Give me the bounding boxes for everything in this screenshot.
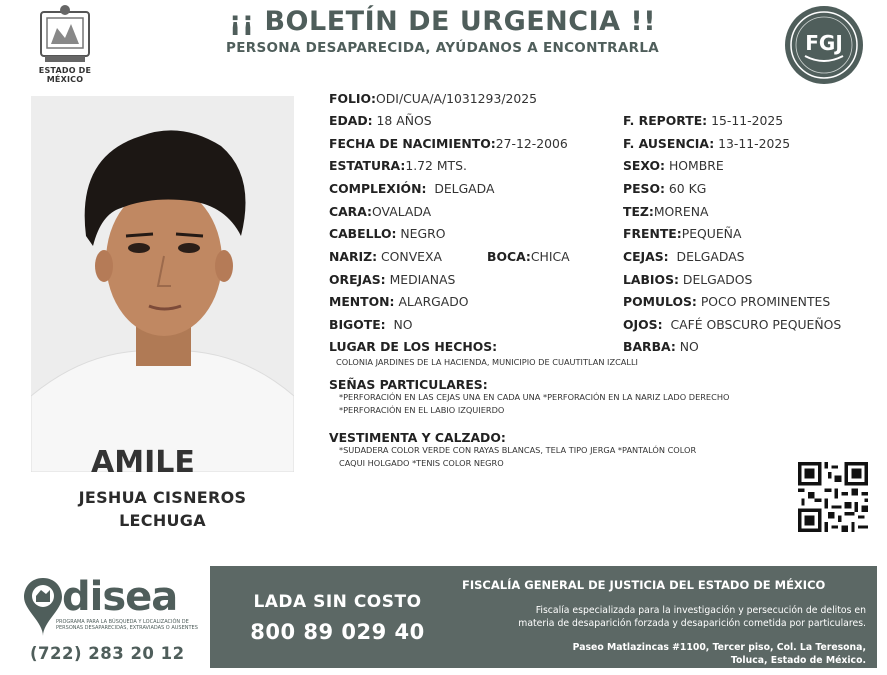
field-folio: FOLIO:ODI/CUA/A/1031293/2025 [329,91,538,106]
field-nariz: NARIZ: CONVEXA [329,249,442,264]
bulletin-title: ¡¡ BOLETÍN DE URGENCIA !! [228,6,657,37]
person-name [31,486,294,532]
edomex-shield-icon [37,4,93,64]
odisea-phone[interactable]: (722) 283 20 12 [30,644,185,663]
field-frente: FRENTE:PEQUEÑA [623,226,742,241]
field-sexo: SEXO: HOMBRE [623,158,724,173]
lada-label: LADA SIN COSTO [253,592,422,612]
field-senas-line2: *PERFORACIÓN EN EL LABIO IZQUIERDO [339,405,505,415]
field-lugar-label: LUGAR DE LOS HECHOS: [329,339,498,354]
person-name-line2: LECHUGA [119,511,206,530]
field-fecha-nacimiento: FECHA DE NACIMIENTO:27-12-2006 [329,136,568,151]
field-pomulos: POMULOS: POCO PROMINENTES [623,294,831,309]
fiscalia-address [458,641,866,667]
field-senas-label: SEÑAS PARTICULARES: [329,377,488,392]
field-senas-line1: *PERFORACIÓN EN LAS CEJAS UNA EN CADA UNA *PERFORACIÓN EN LA NARIZ LADO DERECHO [339,392,730,402]
address-line2: Toluca, Estado de México. [730,655,866,666]
field-vestimenta-line2: CAQUI HOLGADO *TENIS COLOR NEGRO [339,458,504,468]
fiscalia-title: FISCALÍA GENERAL DE JUSTICIA DEL ESTADO DE MÉXICO [462,578,826,592]
field-boca: BOCA:CHICA [487,249,570,264]
field-f-reporte: F. REPORTE: 15-11-2025 [623,113,784,128]
odisea-wordmark: disea [62,574,178,620]
address-line1: Paseo Matlazincas #1100, Tercer piso, Col. La Teresona, [572,642,866,653]
qr-code[interactable] [798,462,868,532]
field-edad: EDAD: 18 AÑOS [329,113,432,128]
fgj-seal-icon [783,4,865,86]
field-cejas: CEJAS: DELGADAS [623,249,745,264]
lada-number[interactable]: 800 89 029 40 [250,620,425,644]
field-f-ausencia: F. AUSENCIA: 13-11-2025 [623,136,791,151]
state-label: ESTADO DE MÉXICO [38,66,92,84]
fgj-logo [783,4,865,86]
field-peso: PESO: 60 KG [623,181,707,196]
field-lugar-value: COLONIA JARDINES DE LA HACIENDA, MUNICIPIO DE CUAUTITLAN IZCALLI [336,357,638,367]
field-estatura: ESTATURA:1.72 MTS. [329,158,467,173]
field-vestimenta-label: VESTIMENTA Y CALZADO: [329,430,506,445]
fiscalia-desc-line1: Fiscalía especializada para la investigación y persecución de delitos en [535,605,866,616]
field-vestimenta-line1: *SUDADERA COLOR VERDE CON RAYAS BLANCAS, TELA TIPO JERGA *PANTALÓN COLOR [339,445,697,455]
field-labios: LABIOS: DELGADOS [623,272,753,287]
fiscalia-desc-line2: materia de desaparición forzada y desaparición cometida por particulares. [518,618,866,629]
field-orejas: OREJAS: MEDIANAS [329,272,456,287]
person-photo [31,96,294,472]
fiscalia-description [458,604,866,630]
field-bigote: BIGOTE: NO [329,317,413,332]
field-ojos: OJOS: CAFÉ OBSCURO PEQUEÑOS [623,317,842,332]
odisea-logo [18,576,203,666]
fgj-text: FGJ [805,31,843,55]
field-cara: CARA:OVALADA [329,204,432,219]
estado-de-mexico-logo [20,4,110,84]
odisea-description: PROGRAMA PARA LA BÚSQUEDA Y LOCALIZACIÓN DE PERSONAS DESAPARECIDAS, EXTRAVIADAS O AUSENTES [56,619,198,631]
bulletin-subtitle: PERSONA DESAPARECIDA, AYÚDANOS A ENCONTRARLA [226,40,659,56]
field-barba: BARBA: NO [623,339,699,354]
field-complexion: COMPLEXIÓN: DELGADA [329,181,495,196]
field-cabello: CABELLO: NEGRO [329,226,446,241]
person-name-line1: JESHUA CISNEROS [78,488,247,507]
field-tez: TEZ:MORENA [623,204,709,219]
field-menton: MENTON: ALARGADO [329,294,469,309]
svg-text:AMILE: AMILE [91,445,195,472]
